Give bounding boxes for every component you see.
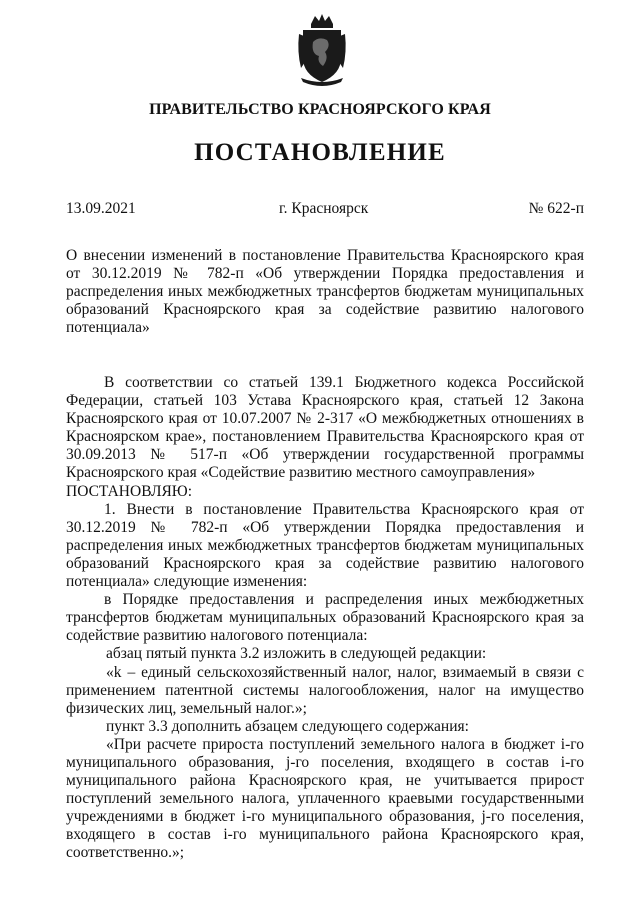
body-paragraph-land-tax: «При расчете прироста поступлений земельного налога в бюджет i-го муниципального образования, j-го поселения, входящего в состав i-го муниципального района Красноярского края, не учитывается прирост поступлений земельного налога, уплаченного краевыми государственными учреждениями в бюджет i-го муниципального образования, j-го поселения, входящего в состав i-го муниципального района Красноярского края, соответственно.»; xyxy=(66,735,584,862)
body-paragraph-item-1: 1. Внести в постановление Правительства Красноярского края от 30.12.2019 № 782-п «Об утверждении Порядка предоставления и распределения иных межбюджетных трансфертов бюджетам муниципальных образований Красноярского края за содействие развитию налогового потенциала» следующие изменения: xyxy=(66,500,584,591)
body-paragraph-procedure: в Порядке предоставления и распределения иных межбюджетных трансфертов бюджетам муниципальных образований Красноярского края за содействие развитию налогового потенциала: xyxy=(66,591,584,645)
body-paragraph-decree: ПОСТАНОВЛЯЮ: xyxy=(66,482,193,500)
document-type-title: ПОСТАНОВЛЕНИЕ xyxy=(194,139,446,166)
organization-title: ПРАВИТЕЛЬСТВО КРАСНОЯРСКОГО КРАЯ xyxy=(149,101,491,118)
document-city: г. Красноярск xyxy=(279,200,369,217)
krasnoyarsk-coat-of-arms-icon xyxy=(297,12,347,86)
document-body xyxy=(66,374,584,863)
document-date: 13.09.2021 xyxy=(66,200,136,217)
document-number: № 622-п xyxy=(528,200,584,217)
body-paragraph-k-definition: «k – единый сельскохозяйственный налог, налог, взимаемый в связи с применением патентной системы налогообложения, налог на имущество физических лиц, земельный налог.»; xyxy=(66,663,584,717)
subject-text: О внесении изменений в постановление Правительства Красноярского края от 30.12.2019 № 782-п «Об утверждении Порядка предоставления и распределения иных межбюджетных трансфертов бюджетам муниципальных образований Красноярского края за содействие развитию налогового потенциала» xyxy=(66,247,584,337)
body-paragraph-clause-3-2: абзац пятый пункта 3.2 изложить в следующей редакции: xyxy=(106,645,487,663)
body-paragraph-preamble: В соответствии со статьей 139.1 Бюджетного кодекса Российской Федерации, статьей 103 Устава Красноярского края, статьей 12 Закона Красноярского края от 10.07.2007 № 2-317 «О межбюджетных отношениях в Красноярском крае», постановлением Правительства Красноярского края от 30.09.2013 № 517-п «Об утверждении государственной программы Красноярского края «Содействие развитию местного самоуправления» xyxy=(66,374,584,482)
document-subject xyxy=(66,247,584,337)
body-paragraph-clause-3-3: пункт 3.3 дополнить абзацем следующего содержания: xyxy=(106,717,469,735)
